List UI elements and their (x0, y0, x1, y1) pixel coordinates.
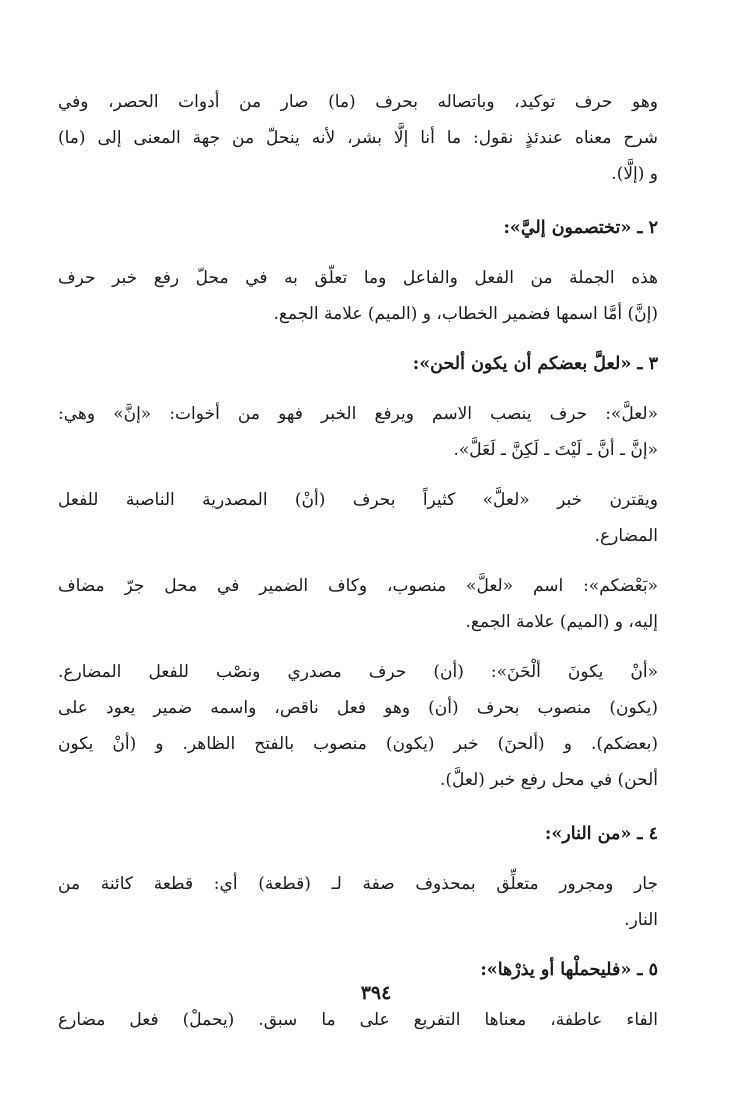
text-line: الفاء عاطفة، معناها التفريع على ما سبق. (يحملْ) فعل مضارع (58, 1010, 658, 1030)
paragraph-2 (58, 260, 658, 332)
page-number: ٣٩٤ (360, 982, 392, 1004)
section-heading-2: ٢ ـ «تختصمون إليَّ»: (503, 218, 658, 238)
text-line: المضارع. (594, 526, 658, 546)
section-heading-3: ٣ ـ «لعلَّ بعضكم أن يكون ألحن»: (412, 354, 658, 374)
paragraph-3a (58, 396, 658, 468)
text-line: هذه الجملة من الفعل والفاعل وما تعلّق به في محلّ رفع خبر حرف (58, 268, 658, 288)
text-line: (يكون) منصوب بحرف (أن) وهو فعل ناقص، واسمه ضمير يعود على (58, 698, 658, 718)
paragraph-4 (58, 866, 658, 938)
paragraph-3d (58, 654, 658, 798)
text-line: (بعضكم). و (ألحنَ) خبر (يكون) منصوب بالفتح الظاهر. و (أنْ يكون (58, 734, 658, 754)
text-line: جار ومجرور متعلِّق بمحذوف صفة لـ (قطعة) أي: قطعة كائنة من (58, 874, 658, 894)
text-line: وهو حرف توكيد، وباتصاله بحرف (ما) صار من أدوات الحصر، وفي (58, 92, 658, 112)
page-body (58, 84, 658, 1038)
paragraph-5 (58, 1002, 658, 1038)
text-line: «أنْ يكونَ ألْحَنَ»: (أن) حرف مصدري ونصْب للفعل المضارع. (58, 662, 658, 682)
text-line: ويقترن خبر «لعلَّ» كثيراً بحرف (أنْ) المصدرية الناصبة للفعل (58, 490, 658, 510)
text-line: ألحن) في محل رفع خبر (لعلَّ). (439, 770, 658, 790)
paragraph-1 (58, 84, 658, 192)
text-line: النار. (624, 910, 658, 930)
paragraph-3c (58, 568, 658, 640)
text-line: شرح معناه عندئذٍ نقول: ما أنا إلَّا بشر، لأنه ينحلّ من جهة المعنى إلى (ما) (58, 128, 658, 148)
section-heading-5: ٥ ـ «فليحملْها أو يذرْها»: (480, 960, 658, 980)
paragraph-3b (58, 482, 658, 554)
section-heading-4: ٤ ـ «من النار»: (544, 824, 658, 844)
text-line: و (إلَّا). (611, 164, 658, 184)
text-line: إليه، و (الميم) علامة الجمع. (465, 612, 658, 632)
text-line: «لعلَّ»: حرف ينصب الاسم ويرفع الخبر فهو من أخوات: «إنَّ» وهي: (58, 404, 658, 424)
text-line: «بَعْضكم»: اسم «لعلَّ» منصوب، وكاف الضمير في محل جرّ مضاف (58, 576, 658, 596)
text-line: (إنَّ) أمَّا اسمها فضمير الخطاب، و (الميم) علامة الجمع. (273, 304, 658, 324)
text-line: «إنَّ ـ أنَّ ـ لَيْتَ ـ لَكِنَّ ـ لَعَلَّ». (453, 440, 658, 460)
